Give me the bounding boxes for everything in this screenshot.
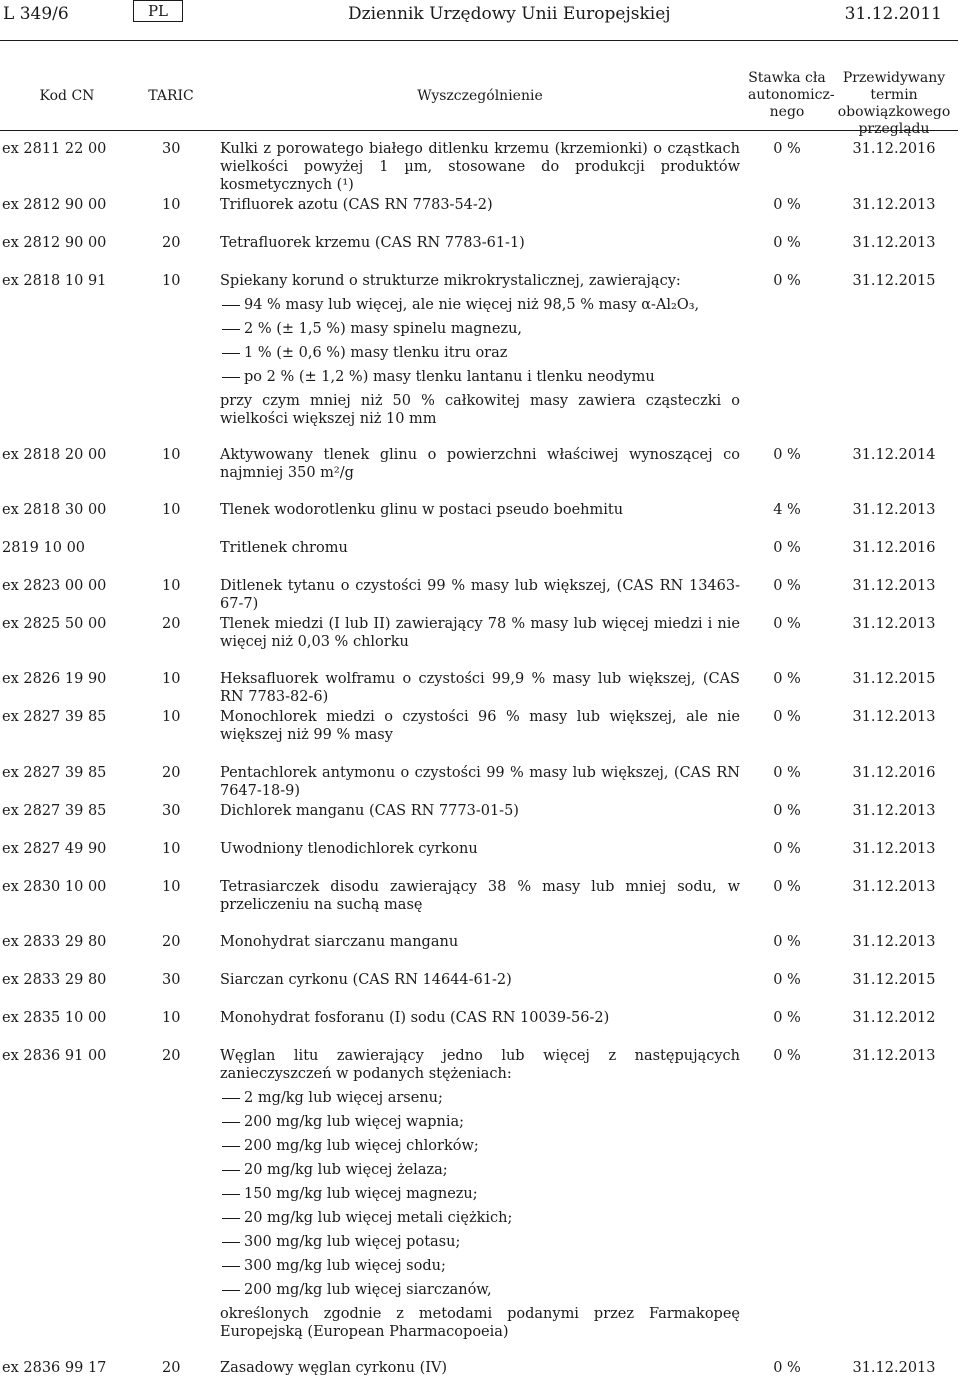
description-text: Tlenek wodorotlenku glinu w postaci pseudo boehmitu [220, 502, 624, 518]
review-date-cell: 31.12.2013 [852, 616, 936, 632]
cn-code-cell: 2819 10 00 [2, 540, 86, 556]
duty-rate-cell: 0 % [773, 709, 801, 725]
duty-rate-cell: 0 % [773, 1048, 801, 1064]
description-dash-item: 2 % (± 1,5 %) masy spinelu magnezu, [220, 320, 740, 338]
review-date-cell: 31.12.2016 [852, 141, 936, 157]
taric-cell: 20 [162, 765, 181, 781]
duty-rate-cell: 0 % [773, 540, 801, 556]
duty-rate-cell: 0 % [773, 235, 801, 251]
description-cell [220, 539, 740, 557]
cn-code-cell: ex 2818 30 00 [2, 502, 107, 518]
review-date-cell: 31.12.2015 [852, 273, 936, 289]
review-date-cell: 31.12.2013 [852, 197, 936, 213]
duty-rate-cell: 0 % [773, 765, 801, 781]
review-date-cell: 31.12.2016 [852, 540, 936, 556]
description-dash-item: po 2 % (± 1,2 %) masy tlenku lantanu i tlenku neodymu [220, 368, 740, 386]
description-text: Spiekany korund o strukturze mikrokrystalicznej, zawierający: [220, 273, 681, 289]
description-text: Tlenek miedzi (I lub II) zawierający 78 % masy lub więcej miedzi i nie więcej niż 0,03 % chlorku [220, 616, 740, 650]
description-cell [220, 708, 740, 744]
description-cell [220, 1359, 740, 1377]
description-text: Heksafluorek wolframu o czystości 99,9 % masy lub większej, (CAS RN 7783-82-6) [220, 671, 740, 705]
duty-rate-cell: 0 % [773, 273, 801, 289]
taric-cell: 10 [162, 1010, 181, 1026]
duty-rate-cell: 0 % [773, 934, 801, 950]
column-header-taric: TARIC [148, 88, 194, 104]
duty-rate-cell: 0 % [773, 803, 801, 819]
description-cell [220, 1009, 740, 1027]
cn-code-cell: ex 2830 10 00 [2, 879, 107, 895]
taric-cell: 10 [162, 447, 181, 463]
column-header-review: Przewidywany termin obowiązkowego przeglądu [837, 70, 951, 137]
duty-rate-cell: 0 % [773, 972, 801, 988]
review-date-cell: 31.12.2013 [852, 235, 936, 251]
review-date-cell: 31.12.2012 [852, 1010, 936, 1026]
page-number: L 349/6 [3, 4, 69, 24]
duty-rate-cell: 0 % [773, 1360, 801, 1376]
cn-code-cell: ex 2826 19 90 [2, 671, 107, 687]
cn-code-cell: ex 2827 39 85 [2, 709, 107, 725]
cn-code-cell: ex 2812 90 00 [2, 235, 107, 251]
description-text: Aktywowany tlenek glinu o powierzchni właściwej wynoszącej co najmniej 350 m²/g [220, 447, 740, 481]
description-dash-item: 1 % (± 0,6 %) masy tlenku itru oraz [220, 344, 740, 362]
review-date-cell: 31.12.2015 [852, 972, 936, 988]
taric-cell: 30 [162, 803, 181, 819]
taric-cell: 10 [162, 709, 181, 725]
cn-code-cell: ex 2827 49 90 [2, 841, 107, 857]
cn-code-cell: ex 2835 10 00 [2, 1010, 107, 1026]
taric-cell: 10 [162, 502, 181, 518]
description-text: Tetrafluorek krzemu (CAS RN 7783-61-1) [220, 235, 525, 251]
description-cell [220, 802, 740, 820]
duty-rate-cell: 0 % [773, 841, 801, 857]
description-dash-item: 150 mg/kg lub więcej magnezu; [220, 1185, 740, 1203]
description-cell [220, 933, 740, 951]
duty-rate-cell: 0 % [773, 879, 801, 895]
description-text: Monohydrat fosforanu (I) sodu (CAS RN 10039-56-2) [220, 1010, 610, 1026]
description-cell [220, 272, 740, 428]
duty-rate-cell: 0 % [773, 616, 801, 632]
cn-code-cell: ex 2827 39 85 [2, 765, 107, 781]
description-text: Dichlorek manganu (CAS RN 7773-01-5) [220, 803, 519, 819]
page-header [0, 0, 960, 30]
review-date-cell: 31.12.2013 [852, 578, 936, 594]
review-date-cell: 31.12.2014 [852, 447, 936, 463]
review-date-cell: 31.12.2016 [852, 765, 936, 781]
duty-rate-cell: 0 % [773, 141, 801, 157]
description-dash-item: 300 mg/kg lub więcej sodu; [220, 1257, 740, 1275]
review-date-cell: 31.12.2013 [852, 709, 936, 725]
review-date-cell: 31.12.2015 [852, 671, 936, 687]
taric-cell: 10 [162, 273, 181, 289]
taric-cell: 30 [162, 972, 181, 988]
language-badge: PL [133, 0, 183, 22]
description-text: Kulki z porowatego białego ditlenku krzemu (krzemionki) o cząstkach wielkości powyżej 1 µm, stosowane do produkcji produktów kosmetycznych (¹) [220, 141, 740, 193]
issue-date: 31.12.2011 [844, 4, 942, 24]
description-dash-item: 300 mg/kg lub więcej potasu; [220, 1233, 740, 1251]
description-text: Monohydrat siarczanu manganu [220, 934, 459, 950]
description-dash-item: 200 mg/kg lub więcej wapnia; [220, 1113, 740, 1131]
description-cell [220, 670, 740, 706]
description-text: Tritlenek chromu [220, 540, 348, 556]
description-dash-item: 20 mg/kg lub więcej żelaza; [220, 1161, 740, 1179]
description-dash-item: 94 % masy lub więcej, ale nie więcej niż 98,5 % masy α-Al₂O₃, [220, 296, 740, 314]
duty-rate-cell: 0 % [773, 1010, 801, 1026]
column-header-rate: Stawka cła autonomicznego [748, 70, 835, 120]
description-text: Tetrasiarczek disodu zawierający 38 % masy lub mniej sodu, w przeliczeniu na suchą masę [220, 879, 740, 913]
description-text: Monochlorek miedzi o czystości 96 % masy lub większej, ale nie większej niż 99 % masy [220, 709, 740, 743]
duty-rate-cell: 0 % [773, 671, 801, 687]
description-cell [220, 615, 740, 651]
description-text: Uwodniony tlenodichlorek cyrkonu [220, 841, 478, 857]
description-cell [220, 140, 740, 194]
description-cell [220, 878, 740, 914]
cn-code-cell: ex 2825 50 00 [2, 616, 107, 632]
description-dash-item: 200 mg/kg lub więcej chlorków; [220, 1137, 740, 1155]
cn-code-cell: ex 2833 29 80 [2, 972, 107, 988]
description-dash-item: 200 mg/kg lub więcej siarczanów, [220, 1281, 740, 1299]
column-header-description: Wyszczególnienie [417, 88, 543, 104]
cn-code-cell: ex 2812 90 00 [2, 197, 107, 213]
cn-code-cell: ex 2811 22 00 [2, 141, 107, 157]
description-cell [220, 1047, 740, 1341]
description-cell [220, 234, 740, 252]
duty-rate-cell: 4 % [773, 502, 801, 518]
cn-code-cell: ex 2836 91 00 [2, 1048, 107, 1064]
taric-cell: 20 [162, 616, 181, 632]
description-cell [220, 196, 740, 214]
taric-cell: 30 [162, 141, 181, 157]
cn-code-cell: ex 2818 20 00 [2, 447, 107, 463]
review-date-cell: 31.12.2013 [852, 841, 936, 857]
description-text: Pentachlorek antymonu o czystości 99 % masy lub większej, (CAS RN 7647-18-9) [220, 765, 740, 799]
taric-cell: 10 [162, 879, 181, 895]
taric-cell: 10 [162, 197, 181, 213]
description-cell [220, 971, 740, 989]
description-text: Zasadowy węglan cyrkonu (IV) [220, 1360, 448, 1376]
taric-cell: 20 [162, 1048, 181, 1064]
description-note: określonych zgodnie z metodami podanymi przez Farmakopeę Europejską (European Pharmacopoeia) [220, 1306, 740, 1340]
review-date-cell: 31.12.2013 [852, 502, 936, 518]
cn-code-cell: ex 2818 10 91 [2, 273, 107, 289]
review-date-cell: 31.12.2013 [852, 879, 936, 895]
duty-rate-cell: 0 % [773, 447, 801, 463]
cn-code-cell: ex 2827 39 85 [2, 803, 107, 819]
description-cell [220, 764, 740, 800]
header-rule-bottom [0, 130, 958, 131]
review-date-cell: 31.12.2013 [852, 934, 936, 950]
description-cell [220, 840, 740, 858]
cn-code-cell: ex 2823 00 00 [2, 578, 107, 594]
review-date-cell: 31.12.2013 [852, 1048, 936, 1064]
review-date-cell: 31.12.2013 [852, 1360, 936, 1376]
taric-cell: 10 [162, 578, 181, 594]
description-cell [220, 577, 740, 613]
taric-cell: 10 [162, 671, 181, 687]
description-dash-item: 2 mg/kg lub więcej arsenu; [220, 1089, 740, 1107]
description-cell [220, 501, 740, 519]
description-text: Węglan litu zawierający jedno lub więcej z następujących zanieczyszczeń w podanych stężeniach: [220, 1048, 740, 1082]
header-rule-top [0, 40, 958, 41]
taric-cell: 20 [162, 1360, 181, 1376]
taric-cell: 20 [162, 235, 181, 251]
description-text: Ditlenek tytanu o czystości 99 % masy lub większej, (CAS RN 13463-67-7) [220, 578, 740, 612]
description-cell [220, 446, 740, 482]
journal-title: Dziennik Urzędowy Unii Europejskiej [348, 4, 671, 24]
taric-cell: 10 [162, 841, 181, 857]
description-note: przy czym mniej niż 50 % całkowitej masy zawiera cząsteczki o wielkości większej niż 10 mm [220, 393, 740, 427]
description-text: Trifluorek azotu (CAS RN 7783-54-2) [220, 197, 493, 213]
cn-code-cell: ex 2836 99 17 [2, 1360, 107, 1376]
description-text: Siarczan cyrkonu (CAS RN 14644-61-2) [220, 972, 512, 988]
cn-code-cell: ex 2833 29 80 [2, 934, 107, 950]
duty-rate-cell: 0 % [773, 578, 801, 594]
taric-cell: 20 [162, 934, 181, 950]
description-dash-item: 20 mg/kg lub więcej metali ciężkich; [220, 1209, 740, 1227]
review-date-cell: 31.12.2013 [852, 803, 936, 819]
duty-rate-cell: 0 % [773, 197, 801, 213]
column-header-code: Kod CN [39, 88, 95, 104]
